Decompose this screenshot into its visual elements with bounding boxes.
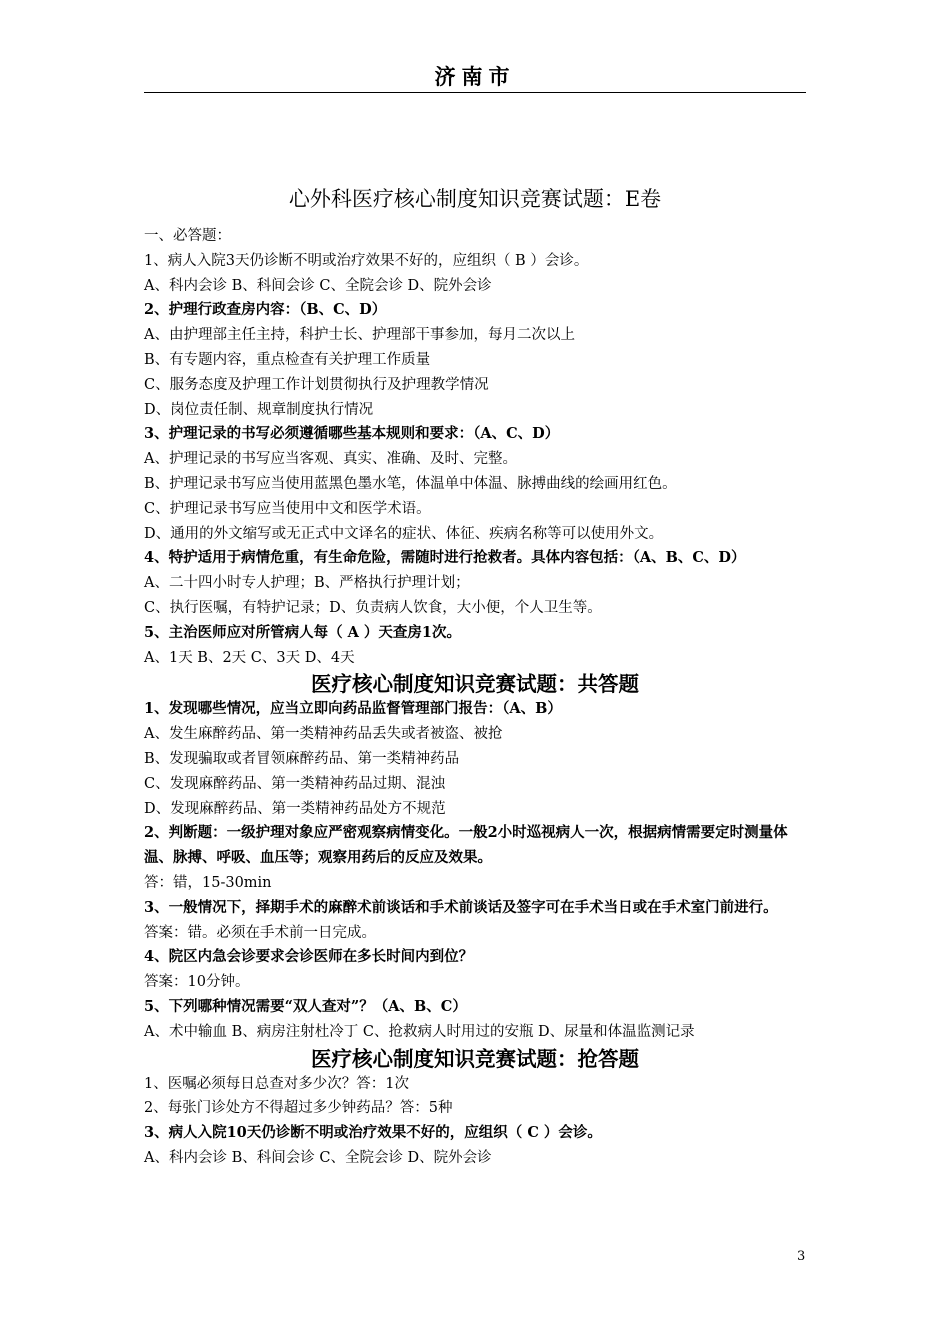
question-line: B、发现骗取或者冒领麻醉药品、第一类精神药品 xyxy=(144,750,460,767)
question-line: D、发现麻醉药品、第一类精神药品处方不规范 xyxy=(144,800,446,817)
question-line: A、1天 B、2天 C、3天 D、4天 xyxy=(144,649,355,666)
question-line: 5、下列哪种情况需要“双人查对”？（A、B、C） xyxy=(144,997,467,1015)
document-body xyxy=(144,224,809,1171)
page-number: 3 xyxy=(797,1249,806,1264)
page-header xyxy=(144,62,806,93)
question-line: 1、病人入院3天仍诊断不明或治疗效果不好的，应组织（ B ）会诊。 xyxy=(144,252,589,269)
question-line: 一、必答题： xyxy=(144,228,231,244)
section-title: 医疗核心制度知识竞赛试题：抢答题 xyxy=(311,1046,639,1071)
question-line: A、术中输血 B、病房注射杜冷丁 C、抢救病人时用过的安瓶 D、尿量和体温监测记录 xyxy=(144,1023,695,1040)
question-line: 4、院区内急会诊要求会诊医师在多长时间内到位？ xyxy=(144,948,474,966)
question-line: A、二十四小时专人护理；B、严格执行护理计划； xyxy=(144,575,470,592)
question-line: 2、护理行政查房内容：（B、C、D） xyxy=(144,301,387,319)
question-line: 2、判断题：一级护理对象应严密观察病情变化。一般2小时巡视病人一次，根据病情需要定时测量体温、脉搏、呼吸、血压等；观察用药后的反应及效果。 xyxy=(144,824,788,867)
header-city: 济南市 xyxy=(434,64,516,89)
question-line: 答案：10分钟。 xyxy=(144,974,250,991)
section-title: 医疗核心制度知识竞赛试题：共答题 xyxy=(311,672,639,697)
question-line: B、有专题内容，重点检查有关护理工作质量 xyxy=(144,351,431,368)
question-line: 3、一般情况下，择期手术的麻醉术前谈话和手术前谈话及签字可在手术当日或在手术室门前进行。 xyxy=(144,898,778,916)
question-line: A、发生麻醉药品、第一类精神药品丢失或者被盗、被抢 xyxy=(144,726,503,743)
question-line: B、护理记录书写应当使用蓝黑色墨水笔，体温单中体温、脉搏曲线的绘画用红色。 xyxy=(144,475,677,492)
question-line: 3、护理记录的书写必须遵循哪些基本规则和要求：（A、C、D） xyxy=(144,425,560,443)
question-line: C、执行医嘱，有特护记录；D、负责病人饮食，大小便，个人卫生等。 xyxy=(144,599,602,616)
question-line: C、发现麻醉药品、第一类精神药品过期、混浊 xyxy=(144,775,446,792)
question-line: 1、医嘱必须每日总查对多少次？答：1次 xyxy=(144,1075,409,1092)
question-line: 2、每张门诊处方不得超过多少钟药品？答：5种 xyxy=(144,1100,453,1117)
question-line: A、护理记录的书写应当客观、真实、准确、及时、完整。 xyxy=(144,451,517,468)
question-line: A、科内会诊 B、科间会诊 C、全院会诊 D、院外会诊 xyxy=(144,1149,492,1166)
question-line: A、由护理部主任主持，科护士长、护理部干事参加，每月二次以上 xyxy=(144,327,575,344)
question-line: D、岗位责任制、规章制度执行情况 xyxy=(144,401,374,418)
question-line: 答案：错。必须在手术前一日完成。 xyxy=(144,924,376,941)
question-line: C、护理记录书写应当使用中文和医学术语。 xyxy=(144,500,431,517)
question-line: A、科内会诊 B、科间会诊 C、全院会诊 D、院外会诊 xyxy=(144,277,492,294)
question-line: 1、发现哪些情况，应当立即向药品监督管理部门报告：（A、B） xyxy=(144,700,562,718)
document-title: 心外科医疗核心制度知识竞赛试题：E卷 xyxy=(288,187,662,211)
question-line: 5、主治医师应对所管病人每（ A ）天查房1次。 xyxy=(144,623,462,641)
question-line: C、服务态度及护理工作计划贯彻执行及护理教学情况 xyxy=(144,376,489,393)
question-line: 4、特护适用于病情危重，有生命危险，需随时进行抢救者。具体内容包括：（A、B、C、D） xyxy=(144,549,746,567)
question-line: 答：错，15-30min xyxy=(144,874,272,891)
question-line: 3、病人入院10天仍诊断不明或治疗效果不好的，应组织（ C ）会诊。 xyxy=(144,1124,602,1142)
question-line: D、通用的外文缩写或无正式中文译名的症状、体征、疾病名称等可以使用外文。 xyxy=(144,525,664,542)
